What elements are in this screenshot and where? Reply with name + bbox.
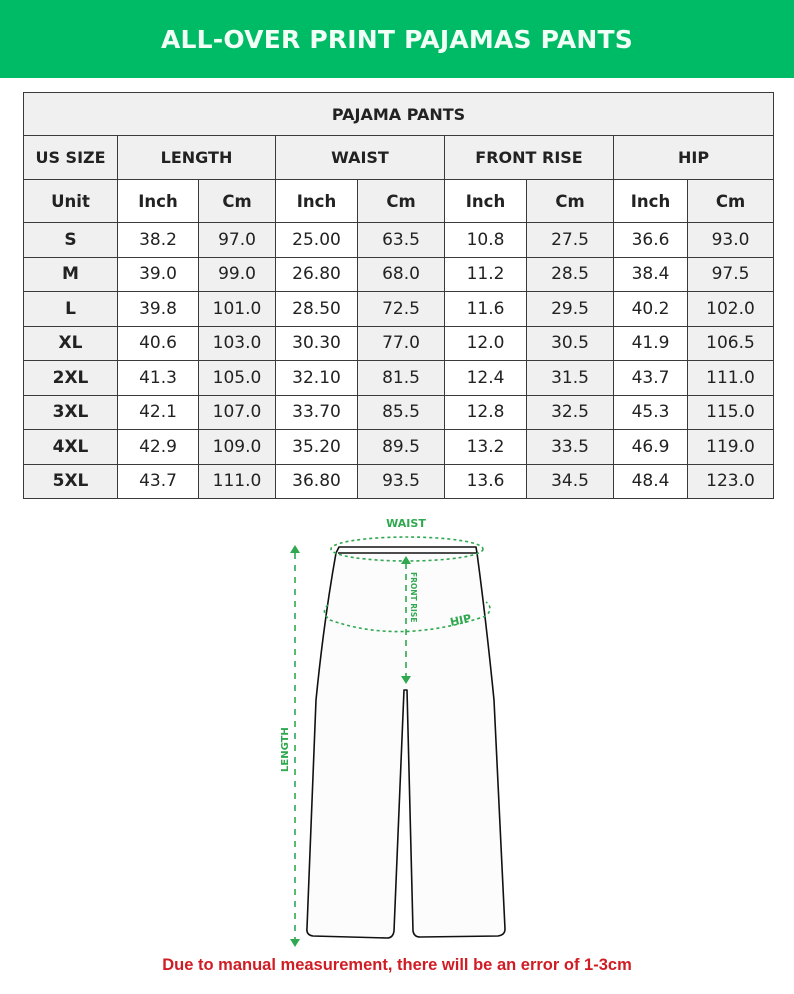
length-inch-cell: 42.9	[118, 430, 199, 465]
hip-cm-cell: 97.5	[688, 257, 774, 292]
waist-cm-cell: 77.0	[358, 326, 445, 361]
waist-inch-cell: 28.50	[276, 292, 358, 327]
size-cell: 5XL	[24, 464, 118, 499]
front-rise-label: FRONT RISE	[409, 572, 418, 623]
rise-cm-cell: 32.5	[527, 395, 614, 430]
length-arrow-icon	[290, 545, 300, 947]
header-hip: HIP	[614, 136, 774, 180]
header-unit-inch: Inch	[614, 180, 688, 223]
header-unit: Unit	[24, 180, 118, 223]
length-inch-cell: 40.6	[118, 326, 199, 361]
hip-cm-cell: 93.0	[688, 223, 774, 258]
header-unit-cm: Cm	[358, 180, 445, 223]
length-cm-cell: 105.0	[199, 361, 276, 396]
rise-cm-cell: 28.5	[527, 257, 614, 292]
size-cell: L	[24, 292, 118, 327]
page-title: ALL-OVER PRINT PAJAMAS PANTS	[160, 24, 634, 54]
size-cell: 4XL	[24, 430, 118, 465]
length-cm-cell: 111.0	[199, 464, 276, 499]
rise-inch-cell: 12.4	[445, 361, 527, 396]
header-waist: WAIST	[276, 136, 445, 180]
size-chart-table	[23, 92, 774, 499]
hip-cm-cell: 115.0	[688, 395, 774, 430]
table-row	[24, 395, 774, 430]
hip-inch-cell: 45.3	[614, 395, 688, 430]
waist-inch-cell: 30.30	[276, 326, 358, 361]
rise-cm-cell: 30.5	[527, 326, 614, 361]
length-cm-cell: 101.0	[199, 292, 276, 327]
waist-cm-cell: 89.5	[358, 430, 445, 465]
table-row	[24, 257, 774, 292]
length-cm-cell: 103.0	[199, 326, 276, 361]
table-row	[24, 430, 774, 465]
waist-inch-cell: 33.70	[276, 395, 358, 430]
length-cm-cell: 97.0	[199, 223, 276, 258]
header-unit-cm: Cm	[527, 180, 614, 223]
rise-inch-cell: 11.2	[445, 257, 527, 292]
header-unit-inch: Inch	[276, 180, 358, 223]
length-inch-cell: 43.7	[118, 464, 199, 499]
hip-cm-cell: 119.0	[688, 430, 774, 465]
pants-outline-icon	[307, 547, 505, 938]
size-cell: XL	[24, 326, 118, 361]
rise-cm-cell: 34.5	[527, 464, 614, 499]
table-row	[24, 326, 774, 361]
waist-cm-cell: 63.5	[358, 223, 445, 258]
hip-inch-cell: 38.4	[614, 257, 688, 292]
header-us-size: US SIZE	[24, 136, 118, 180]
length-inch-cell: 39.0	[118, 257, 199, 292]
size-cell: S	[24, 223, 118, 258]
waist-inch-cell: 26.80	[276, 257, 358, 292]
header-length: LENGTH	[118, 136, 276, 180]
unit-header-row	[24, 180, 774, 223]
hip-cm-cell: 111.0	[688, 361, 774, 396]
size-cell: M	[24, 257, 118, 292]
length-inch-cell: 38.2	[118, 223, 199, 258]
hip-inch-cell: 36.6	[614, 223, 688, 258]
header-unit-cm: Cm	[688, 180, 774, 223]
rise-cm-cell: 29.5	[527, 292, 614, 327]
rise-inch-cell: 12.0	[445, 326, 527, 361]
table-row	[24, 361, 774, 396]
length-inch-cell: 41.3	[118, 361, 199, 396]
waist-cm-cell: 81.5	[358, 361, 445, 396]
pants-measurement-diagram	[0, 505, 794, 955]
hip-inch-cell: 43.7	[614, 361, 688, 396]
hip-inch-cell: 41.9	[614, 326, 688, 361]
waist-inch-cell: 35.20	[276, 430, 358, 465]
rise-inch-cell: 12.8	[445, 395, 527, 430]
waist-inch-cell: 32.10	[276, 361, 358, 396]
header-unit-inch: Inch	[445, 180, 527, 223]
hip-cm-cell: 123.0	[688, 464, 774, 499]
length-inch-cell: 39.8	[118, 292, 199, 327]
table-row	[24, 223, 774, 258]
table-row	[24, 292, 774, 327]
header-unit-inch: Inch	[118, 180, 199, 223]
group-header-row	[24, 136, 774, 180]
length-cm-cell: 99.0	[199, 257, 276, 292]
rise-inch-cell: 10.8	[445, 223, 527, 258]
hip-label: HIP	[448, 611, 473, 629]
hip-inch-cell: 46.9	[614, 430, 688, 465]
table-title: PAJAMA PANTS	[24, 93, 774, 136]
rise-inch-cell: 11.6	[445, 292, 527, 327]
waist-cm-cell: 72.5	[358, 292, 445, 327]
header-unit-cm: Cm	[199, 180, 276, 223]
measurement-disclaimer: Due to manual measurement, there will be an error of 1-3cm	[162, 956, 632, 974]
table-row	[24, 464, 774, 499]
waist-label: WAIST	[386, 517, 426, 530]
hip-cm-cell: 102.0	[688, 292, 774, 327]
size-cell: 3XL	[24, 395, 118, 430]
hip-inch-cell: 40.2	[614, 292, 688, 327]
size-cell: 2XL	[24, 361, 118, 396]
header-front-rise: FRONT RISE	[445, 136, 614, 180]
waist-inch-cell: 36.80	[276, 464, 358, 499]
waist-inch-cell: 25.00	[276, 223, 358, 258]
rise-inch-cell: 13.2	[445, 430, 527, 465]
waist-cm-cell: 68.0	[358, 257, 445, 292]
hip-cm-cell: 106.5	[688, 326, 774, 361]
length-inch-cell: 42.1	[118, 395, 199, 430]
waist-cm-cell: 93.5	[358, 464, 445, 499]
waist-cm-cell: 85.5	[358, 395, 445, 430]
rise-cm-cell: 27.5	[527, 223, 614, 258]
rise-cm-cell: 31.5	[527, 361, 614, 396]
length-label: LENGTH	[280, 727, 291, 772]
length-cm-cell: 107.0	[199, 395, 276, 430]
title-banner	[0, 0, 794, 78]
rise-inch-cell: 13.6	[445, 464, 527, 499]
hip-inch-cell: 48.4	[614, 464, 688, 499]
table-title-row	[24, 93, 774, 136]
rise-cm-cell: 33.5	[527, 430, 614, 465]
length-cm-cell: 109.0	[199, 430, 276, 465]
